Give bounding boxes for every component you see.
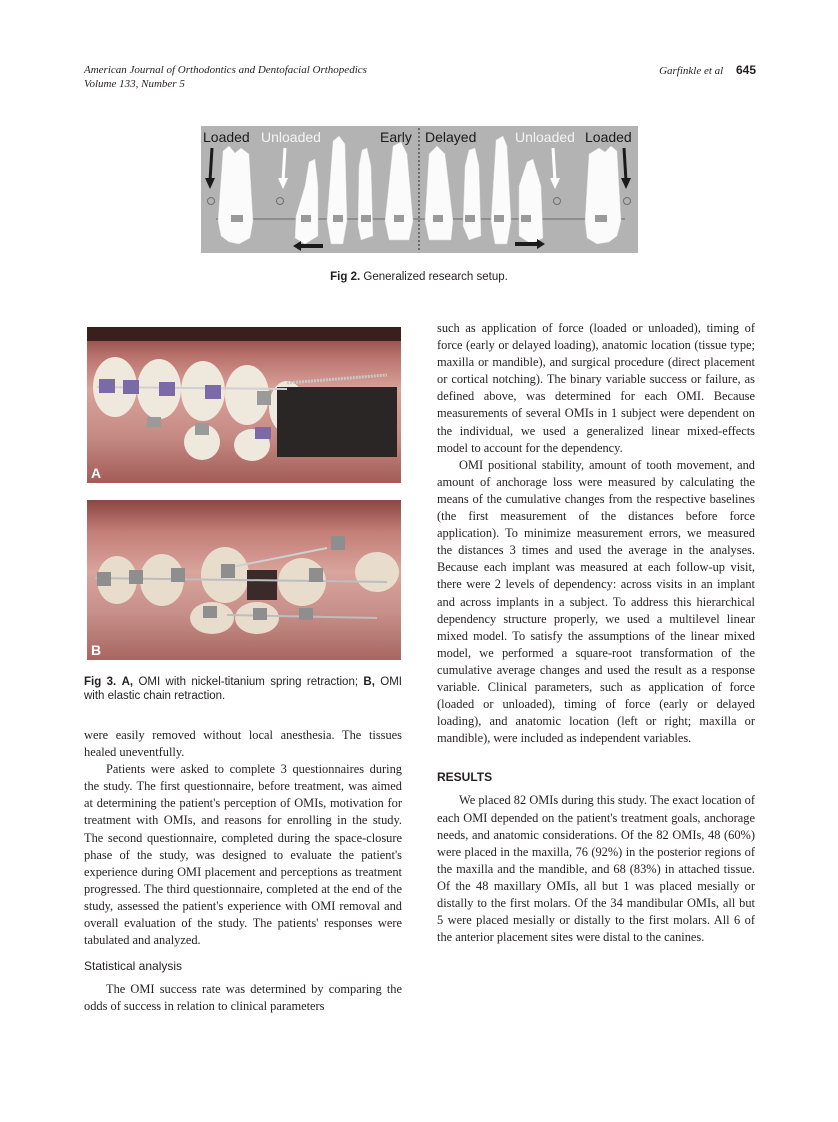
figure-2-caption-label: Fig 2.	[330, 271, 361, 283]
section-subheading: Statistical analysis	[84, 959, 183, 974]
caption-a-text: OMI with nickel-titanium spring retraction;	[138, 676, 359, 688]
panel-letter-b: B	[91, 642, 102, 658]
figure-2-diagram	[201, 126, 638, 253]
page-number: 645	[735, 63, 756, 77]
figure-3-caption	[84, 675, 402, 703]
paragraph: such as application of force (loaded or unloaded), timing of force (early or delayed loading), anatomic location (tissue type; maxilla or mandible), and surgical procedure (direct placement or cortical notching). The binary variable success or failure, as defined above, was determined for each OMI. Because measurements of several OMIs in 1 subject were dependent on the individual, we used a generalized linear mixed-effects model to account for the dependency.	[437, 321, 755, 455]
left-column	[84, 727, 402, 1016]
figure-3a-photo	[87, 327, 401, 483]
paragraph: were easily removed without local anesthesia. The tissues healed uneventfully.	[84, 728, 402, 760]
braces-elastic-photo-graphic	[87, 500, 401, 660]
journal-title: American Journal of Orthodontics and Dentofacial Orthopedics	[84, 64, 367, 76]
label-loaded-left: Loaded	[203, 129, 250, 145]
label-early: Early	[380, 129, 412, 145]
figure-2-caption-text: Generalized research setup.	[363, 271, 508, 283]
figure-3b-photo	[87, 500, 401, 660]
braces-spring-photo-graphic	[87, 327, 401, 483]
right-column	[437, 320, 755, 946]
figure-2-caption	[0, 271, 838, 283]
running-head-right	[659, 63, 756, 78]
paragraph: We placed 82 OMIs during this study. The exact location of each OMI depended on the patient's treatment goals, anchorage needs, and anatomic considerations. Of the 82 OMIs, 48 (60%) were placed in the maxilla, 76 (92%) in the posterior regions of the maxilla and the mandible, and 68 (83%) in attached tissue. Of the 48 maxillary OMIs, all but 1 was placed mesially or distally to the first molars. Of the 34 mandibular OMIs, all but 5 were placed mesially or distally to the first molars. All 6 of the anterior placement sites were distal to the canines.	[437, 793, 755, 945]
panel-letter-a: A	[91, 465, 102, 481]
paragraph: The OMI success rate was determined by comparing the odds of success in relation to clinical parameters	[84, 982, 402, 1014]
section-heading-results: RESULTS	[437, 770, 493, 785]
teeth-diagram-graphic	[201, 126, 638, 253]
label-unloaded-left: Unloaded	[261, 129, 321, 145]
figure-3-caption-label: Fig 3.	[84, 676, 117, 688]
label-loaded-right: Loaded	[585, 129, 632, 145]
paragraph: Patients were asked to complete 3 questionnaires during the study. The first questionnaire, before treatment, was aimed at determining the patient's perception of OMIs, motivation for treatment with OMIs, and reasons for enrolling in the study. The second questionnaire, completed during the space-closure phase of the study, was designed to evaluate the patient's experience during OMI placement and perceptions as treatment progressed. The third questionnaire, completed at the end of the study, assessed the patient's experience with OMI removal and overall evaluation of the study. The patients' responses were tabulated and analyzed.	[84, 762, 402, 948]
caption-b-text: OMI with elastic chain retraction.	[84, 676, 403, 702]
running-head-left	[84, 63, 367, 91]
volume-issue: Volume 133, Number 5	[84, 78, 185, 90]
author-credit: Garfinkle et al	[659, 65, 724, 77]
caption-a-label: A,	[121, 676, 134, 688]
label-unloaded-right: Unloaded	[515, 129, 575, 145]
paragraph: OMI positional stability, amount of tooth movement, and amount of anchorage loss were measured by calculating the means of the cumulative changes from the respective baselines (the first measurement of the distances before force application). To minimize measurement errors, we measured the distances 3 times and used the average in the analyses. Because each implant was measured at each follow-up visit, there were 2 levels of dependency: across visits in an implant and across implants in a subject. To address this hierarchical dependency structure properly, we used a multilevel linear mixed model. To satisfy the assumptions of the linear mixed model, we performed a square-root transformation of the cumulative average changes and used the result as a response variable. Clinical parameters, such as application of force (loaded or unloaded), timing of force (early or delayed loading), and anatomic location (left or right; maxilla or mandible), were included as independent variables.	[437, 457, 755, 746]
label-delayed: Delayed	[425, 129, 477, 145]
caption-b-label: B,	[363, 676, 375, 688]
